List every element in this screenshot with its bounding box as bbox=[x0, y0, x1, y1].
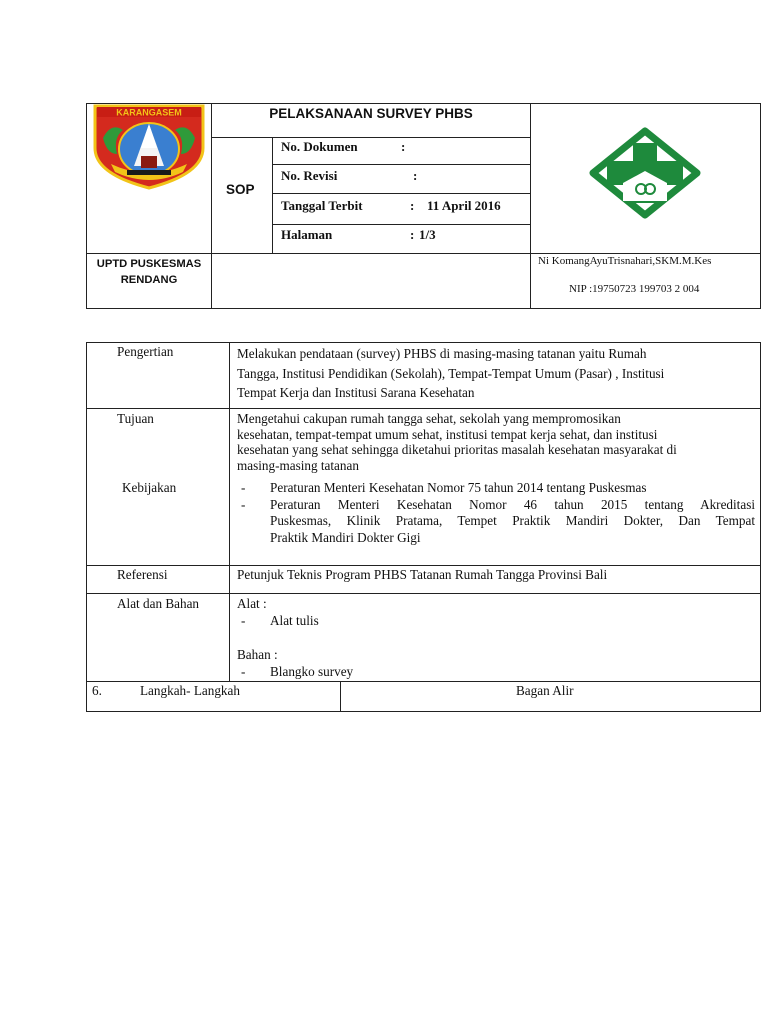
field-tanggal-value: 11 April 2016 bbox=[427, 198, 501, 213]
karangasem-emblem-icon bbox=[91, 104, 207, 190]
kebijakan-label: Kebijakan bbox=[122, 480, 177, 495]
bahan-item-text: Blangko survey bbox=[270, 664, 354, 679]
field-no-revisi-label: No. Revisi bbox=[281, 168, 338, 183]
bahan-item bbox=[241, 664, 353, 681]
referensi-text: Petunjuk Teknis Program PHBS Tatanan Rumah Tangga Provinsi Bali bbox=[237, 567, 608, 582]
kebijakan-item-line: Praktik Mandiri Dokter Gigi bbox=[270, 529, 421, 545]
sop-label: SOP bbox=[226, 182, 255, 197]
bagan-alir-label: Bagan Alir bbox=[516, 683, 574, 698]
signer-name: Ni KomangAyuTrisnahari,SKM.M.Kes bbox=[538, 255, 712, 267]
pengertian-line: Melakukan pendataan (survey) PHBS di masing-masing tatanan yaitu Rumah bbox=[237, 346, 647, 361]
kebijakan-item bbox=[241, 480, 755, 497]
org-name bbox=[86, 256, 212, 288]
kebijakan-item-line: Peraturan Menteri Kesehatan Nomor 75 tahun 2014 tentang Puskesmas bbox=[270, 480, 647, 495]
alat-item bbox=[241, 613, 319, 630]
kebijakan-item bbox=[241, 497, 755, 547]
org-name-line1: UPTD PUSKESMAS bbox=[96, 258, 202, 270]
signer-nip: NIP :19750723 199703 2 004 bbox=[569, 283, 700, 295]
tujuan-text bbox=[237, 411, 755, 473]
bahan-label: Bahan : bbox=[237, 647, 278, 662]
field-halaman-label: Halaman bbox=[281, 227, 333, 242]
alat-dash: - bbox=[241, 613, 246, 628]
kebijakan-item-line: Puskesmas, Klinik Pratama, Tempet Praktik Mandiri Dokter, Dan Tempat bbox=[270, 513, 755, 528]
pengertian-line: Tempat Kerja dan Institusi Sarana Kesehatan bbox=[237, 385, 475, 400]
kebijakan-dash: - bbox=[241, 496, 246, 512]
puskesmas-logo-icon bbox=[589, 127, 701, 219]
tujuan-line: kesehatan yang sehat sehingga diketahui prioritas masalah kesehatan masyarakat di bbox=[237, 442, 677, 457]
tujuan-line: Mengetahui cakupan rumah tangga sehat, sekolah yang mempromosikan bbox=[237, 411, 621, 426]
kebijakan-list bbox=[241, 480, 755, 546]
field-tanggal-label: Tanggal Terbit bbox=[281, 198, 363, 213]
kebijakan-dash: - bbox=[241, 480, 246, 495]
tujuan-line: kesehatan, tempat-tempat umum sehat, institusi tempat kerja sehat, dan institusi bbox=[237, 426, 658, 442]
bahan-dash: - bbox=[241, 664, 246, 679]
field-halaman-sep: : bbox=[410, 227, 415, 242]
pengertian-label: Pengertian bbox=[117, 344, 174, 359]
field-no-dokumen-label: No. Dokumen bbox=[281, 139, 358, 154]
kebijakan-item-line: Peraturan Menteri Kesehatan Nomor 46 tahun 2015 tentang Akreditasi bbox=[270, 496, 755, 512]
tujuan-line: masing-masing tatanan bbox=[237, 457, 359, 473]
doc-title: PELAKSANAAN SURVEY PHBS bbox=[269, 106, 473, 121]
referensi-label: Referensi bbox=[117, 567, 168, 582]
langkah-label: Langkah- Langkah bbox=[140, 683, 240, 698]
tujuan-label: Tujuan bbox=[117, 411, 154, 426]
pengertian-line: Tangga, Institusi Pendidikan (Sekolah), Tempat-Tempat Umum (Pasar) , Institusi bbox=[237, 365, 665, 381]
pengertian-text bbox=[237, 344, 755, 403]
field-no-dokumen-sep: : bbox=[401, 139, 406, 154]
field-no-revisi-sep: : bbox=[413, 168, 418, 183]
field-tanggal-sep: : bbox=[410, 198, 415, 213]
alat-item-text: Alat tulis bbox=[270, 613, 319, 628]
alat-label: Alat : bbox=[237, 596, 267, 611]
field-halaman-value: 1/3 bbox=[419, 227, 436, 242]
org-name-line2: RENDANG bbox=[120, 274, 178, 286]
emblem-text: KARANGASEM bbox=[116, 107, 182, 118]
langkah-number: 6. bbox=[92, 683, 102, 698]
alat-bahan-label: Alat dan Bahan bbox=[117, 596, 200, 611]
